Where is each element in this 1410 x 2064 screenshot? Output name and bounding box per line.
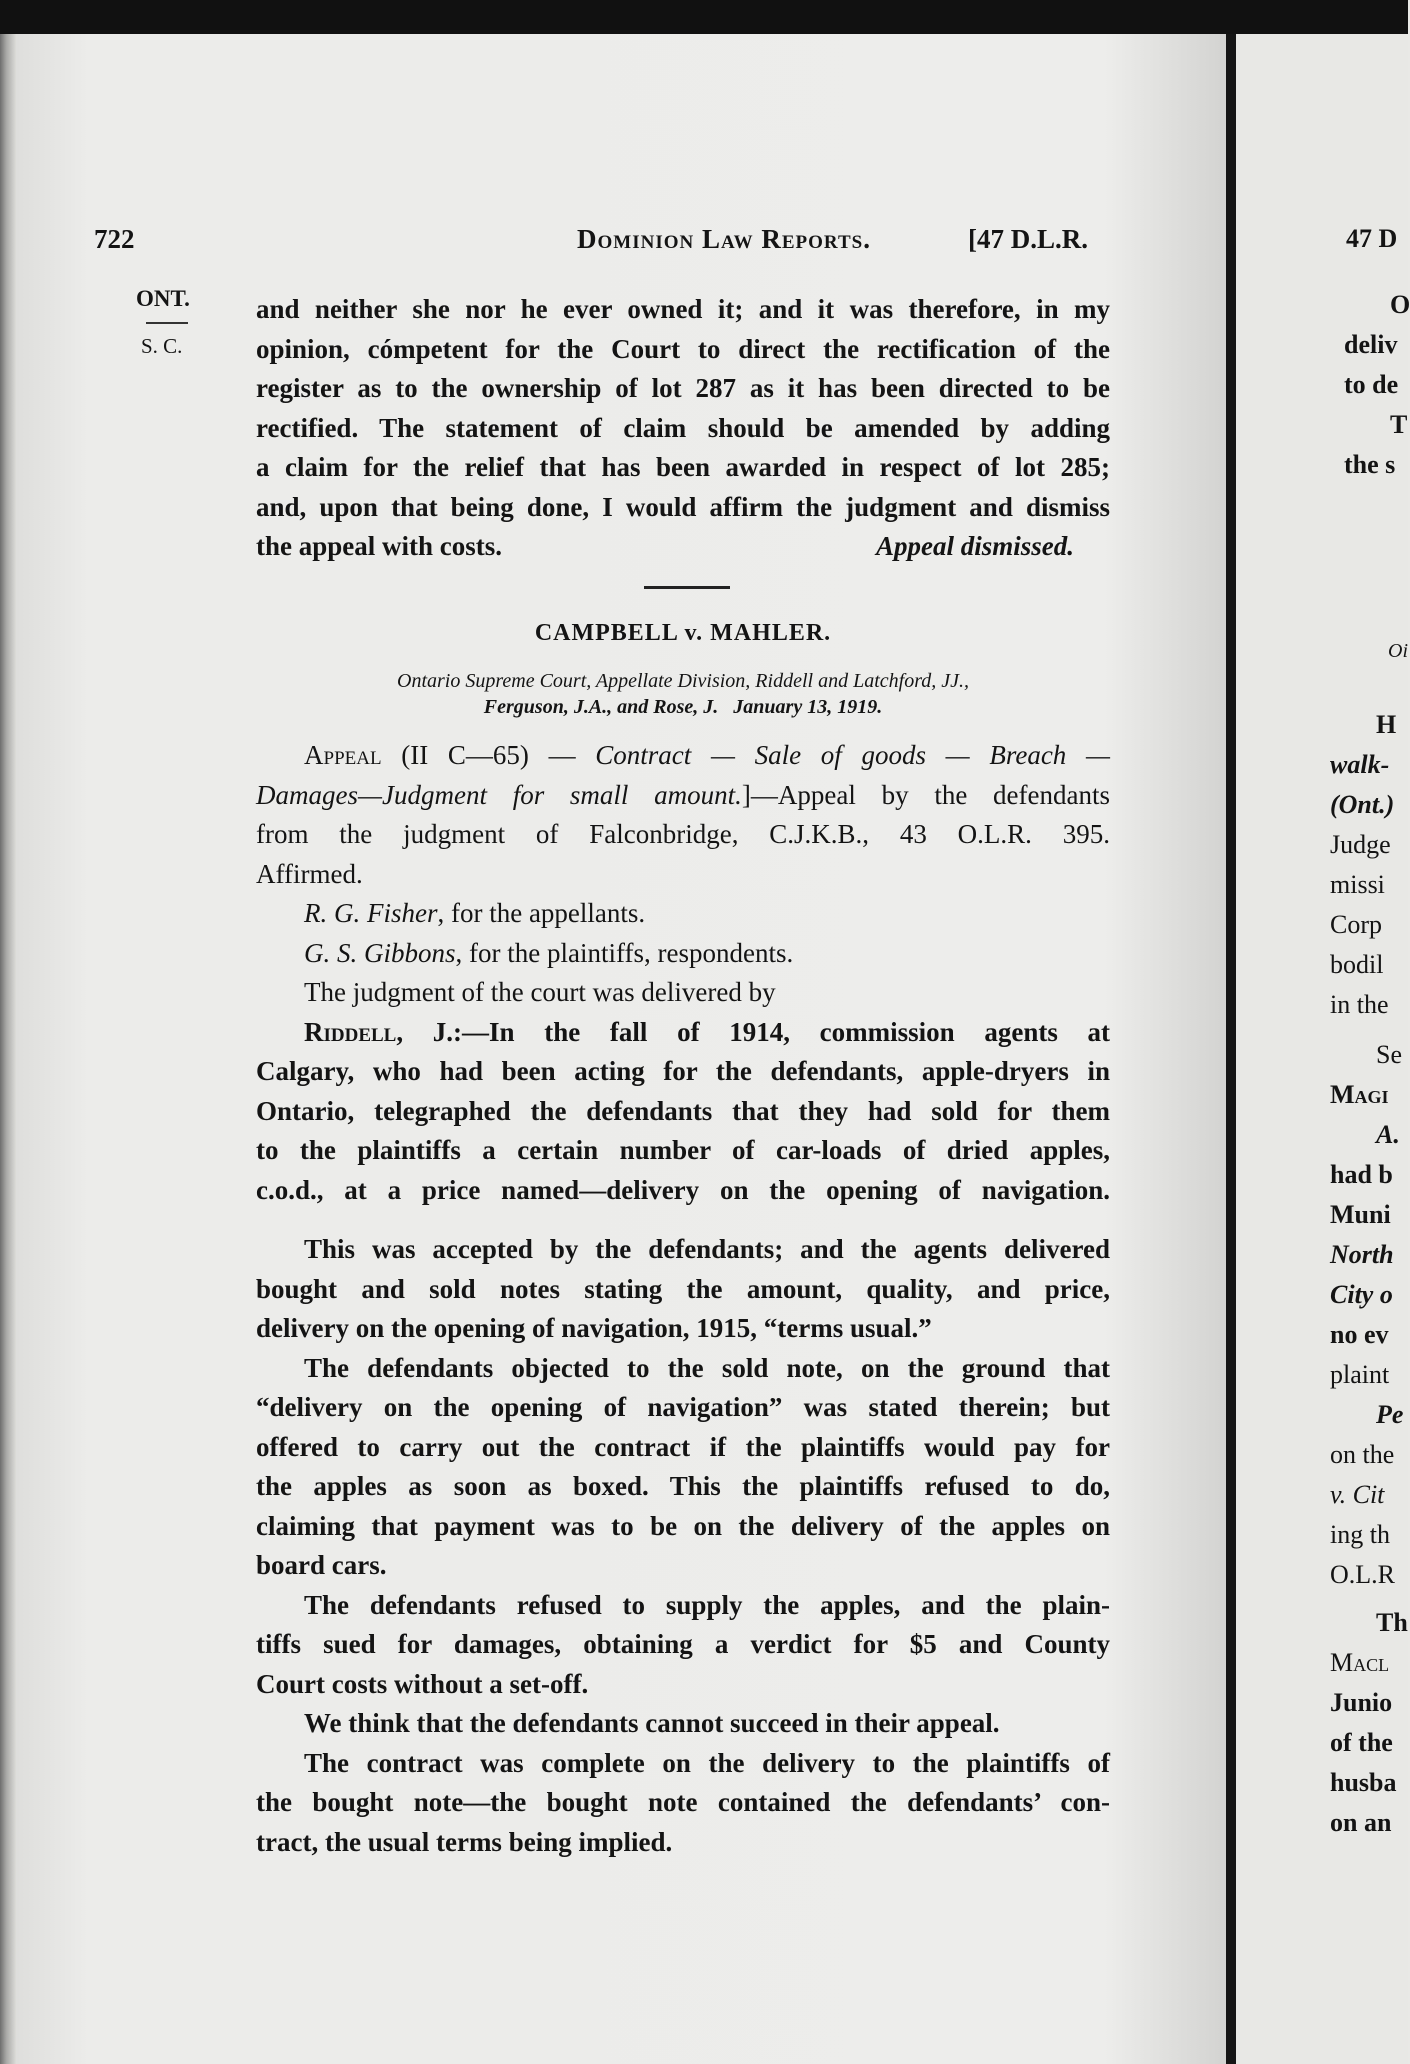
text-line: the appeal with costs. <box>256 531 503 561</box>
headnote-code: (II C—65) — <box>381 740 596 770</box>
judgment-line: bought and sold notes stating the amount, quality, and price, <box>256 1273 1110 1304</box>
judgment-line: Court costs without a set-off. <box>256 1668 589 1699</box>
facing-header: 47 D <box>1346 224 1398 253</box>
margin-rule <box>146 322 188 324</box>
judgment-line: offered to carry out the contract if the plaintiffs would pay for <box>256 1431 1110 1462</box>
text-line: a claim for the relief that has been awarded in respect of lot 285; <box>256 452 1110 482</box>
judgment-line: We think that the defendants cannot succeed in their appeal. <box>304 1708 1000 1738</box>
judgment-line: The defendants objected to the sold note, on the ground that <box>304 1352 1110 1383</box>
margin-jurisdiction: ONT. <box>136 286 190 311</box>
headnote-text: ]—Appeal by the defendants <box>741 779 1110 810</box>
judgment-line: The defendants refused to supply the apples, and the plain- <box>304 1589 1110 1620</box>
court-line: Ferguson, J.A., and Rose, J. January 13, 1919. <box>483 696 883 718</box>
continuation-text <box>256 290 1110 567</box>
facing-line: North <box>1330 1240 1394 1269</box>
text-line: rectified. The statement of claim should be amended by adding <box>256 412 1110 443</box>
judgment-text <box>256 1013 1110 1863</box>
running-title: Dominion Law Reports. <box>577 224 871 254</box>
facing-line: O <box>1390 290 1410 319</box>
facing-line: v. Cit <box>1330 1480 1385 1509</box>
facing-line: A. <box>1376 1120 1400 1149</box>
facing-line: husba <box>1330 1768 1397 1797</box>
facing-line: on an <box>1330 1808 1392 1837</box>
judgment-text-span: , J.:—In the fall of 1914, commission agents at <box>396 1016 1110 1047</box>
headnote-line <box>256 736 1110 776</box>
judge-name: Riddell <box>304 1016 397 1047</box>
case-title: CAMPBELL v. MAHLER. <box>534 620 832 646</box>
headnote-line: Affirmed. <box>256 858 363 889</box>
margin-court: S. C. <box>141 334 183 358</box>
facing-line: of the <box>1330 1728 1393 1757</box>
judgment-line: Ontario, telegraphed the defendants that they had sold for them <box>256 1095 1110 1126</box>
facing-line: Pe <box>1376 1400 1404 1429</box>
facing-line: deliv <box>1344 330 1398 359</box>
counsel-role: , for the appellants. <box>437 898 646 928</box>
judgment-line: tiffs sued for damages, obtaining a verdict for $5 and County <box>256 1629 1110 1659</box>
facing-line: Macl <box>1330 1648 1390 1677</box>
judgment-line: The contract was complete on the delivery to the plaintiffs of <box>304 1747 1110 1778</box>
facing-line: Oi <box>1388 640 1408 662</box>
counsel-name: R. G. Fisher <box>304 898 438 928</box>
court-line: Ontario Supreme Court, Appellate Division, Riddell and Latchford, JJ., <box>397 670 969 692</box>
judgment-line: the apples as soon as boxed. This the plaintiffs refused to do, <box>256 1471 1110 1501</box>
facing-line: plaint <box>1330 1360 1390 1389</box>
headnote-line <box>256 776 1110 816</box>
headnote-keyword: Appeal <box>304 740 382 770</box>
facing-line: no ev <box>1330 1320 1389 1349</box>
facing-line: Magi <box>1330 1080 1389 1109</box>
judgment-line: This was accepted by the defendants; and the agents delivered <box>304 1234 1110 1264</box>
counsel-line <box>256 934 1110 974</box>
facing-line: Judge <box>1330 830 1391 859</box>
judgment-line: Calgary, who had been acting for the defendants, apple-dryers in <box>256 1056 1110 1086</box>
appeal-result: Appeal dismissed. <box>875 531 1074 561</box>
counsel-line <box>256 894 1110 934</box>
facing-line: walk- <box>1330 750 1390 779</box>
facing-line: ing th <box>1330 1520 1390 1549</box>
section-separator <box>644 586 730 589</box>
facing-line: on the <box>1330 1440 1395 1469</box>
delivered-line: The judgment of the court was delivered by <box>304 977 776 1007</box>
facing-line: T <box>1390 410 1408 439</box>
judgment-line: the bought note—the bought note contained the defendants’ con- <box>256 1787 1110 1817</box>
judgment-line: c.o.d., at a price named—delivery on the opening of navigation. <box>256 1174 1110 1205</box>
facing-line: Corp <box>1330 910 1382 939</box>
text-line: and neither she nor he ever owned it; and it was therefore, in my <box>256 294 1110 324</box>
facing-line: Muni <box>1330 1200 1391 1229</box>
facing-line: (Ont.) <box>1330 790 1395 819</box>
text-line-last <box>256 527 1110 567</box>
judgment-line: tract, the usual terms being implied. <box>256 1826 673 1857</box>
paragraph-gap <box>256 1210 1110 1230</box>
binding-edge <box>0 34 16 2064</box>
facing-line: bodil <box>1330 950 1384 979</box>
facing-line: had b <box>1330 1160 1393 1189</box>
judgment-line: board cars. <box>256 1550 387 1580</box>
counsel-name: G. S. Gibbons <box>304 937 456 968</box>
headnote-topic: Damages—Judgment for small amount. <box>256 779 742 810</box>
judgment-line: delivery on the opening of navigation, 1915, “terms usual.” <box>256 1313 932 1343</box>
facing-line: Th <box>1376 1608 1408 1637</box>
headnote-topic: Contract — Sale of goods — Breach — <box>595 740 1110 770</box>
facing-line: Se <box>1376 1040 1402 1069</box>
facing-line: City o <box>1330 1280 1393 1309</box>
facing-line: Junio <box>1330 1688 1393 1717</box>
facing-line: to de <box>1344 370 1399 399</box>
facing-line: in the <box>1330 990 1389 1019</box>
text-line: and, upon that being done, I would affirm the judgment and dismiss <box>256 491 1110 522</box>
judgment-line: claiming that payment was to be on the delivery of the apples on <box>256 1510 1110 1541</box>
volume-reference: [47 D.L.R. <box>968 224 1088 254</box>
judgment-line: “delivery on the opening of navigation” was stated therein; but <box>256 1392 1110 1422</box>
page-number: 722 <box>94 224 135 254</box>
text-line: opinion, cómpetent for the Court to direct the rectification of the <box>256 333 1110 364</box>
facing-line: O.L.R <box>1330 1560 1395 1589</box>
judgment-line: to the plaintiffs a certain number of car-loads of dried apples, <box>256 1135 1110 1165</box>
text-line: register as to the ownership of lot 287 as it has been directed to be <box>256 373 1110 403</box>
facing-line: H <box>1376 710 1397 739</box>
facing-line: the s <box>1344 450 1396 479</box>
court-info <box>256 668 1110 720</box>
facing-line: missi <box>1330 870 1385 899</box>
running-title-wrap <box>0 224 1408 255</box>
counsel-role: , for the plaintiffs, respondents. <box>455 937 794 968</box>
headnote-line: from the judgment of Falconbridge, C.J.K.B., 43 O.L.R. 395. <box>256 819 1110 849</box>
judgment-line <box>256 1013 1110 1053</box>
scan-top-border <box>0 0 1408 34</box>
book-gutter <box>1226 34 1236 2064</box>
case-body <box>256 736 1110 1862</box>
